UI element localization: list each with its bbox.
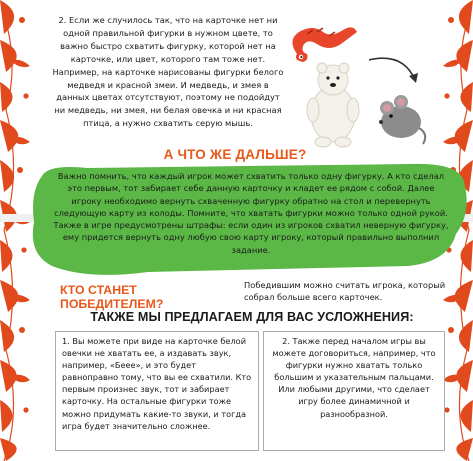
section-heading-complications: ТАКЖЕ МЫ ПРЕДЛАГАЕМ ДЛЯ ВАС УСЛОЖНЕНИЯ: (90, 310, 414, 324)
winner-text: Победившим можно считать игрока, который собрал больше всего карточек. (244, 280, 446, 302)
red-snake-icon (292, 27, 357, 62)
white-bear-icon (307, 63, 359, 147)
complication-2-text: 2. Также перед началом игры вы можете договориться, например, что фигурки нужно хватать только большим и указательным пальцами. Или любыми другими, что сделает игру более динамичной и разнообразной. (272, 336, 436, 419)
next-paragraph: Важно помнить, что каждый игрок может схватить только одну фигурку. А кто сделал это первым, тот забирает себе данную карточку и кладет ее рядом с собой. Далее игроку необходимо вернуть схваченную фигурку обратно на стол и перевернуть следующую карту из колоды. Помните, что хватать фигурки можно только одной рукой. Также в игре предусмотрены штрафы: если один из игроков схватил неверную фигурку, ему придется вернуть одну любую свою карту игроку, который правильно выполнил задание. (53, 171, 449, 255)
section-heading-next: А ЧТО ЖЕ ДАЛЬШЕ? (163, 147, 307, 162)
grey-mouse-icon (379, 95, 425, 144)
arrow-icon (369, 58, 418, 83)
complication-box-2 (263, 331, 445, 451)
rule-2-paragraph: 2. Если же случилось так, что на карточке нет ни одной правильной фигурки в нужном цвете, то важно быстро схватить фигурку, которой нет на карточке, или цвет, которого там тоже нет. Например, на карточке нарисованы фигурки белого медведя и красной змеи. И медведь, и змея в данных цветах отсутствуют, поэтому не подойдут ни медведь, ни змея, ни белая овечка и ни красная птица, а нужно схватить серую мышь. (52, 15, 284, 129)
figures-illustration (283, 10, 433, 160)
complication-1-text: 1. Вы можете при виде на карточке белой овечки не хватать ее, а издавать звук, например, «Беее», и это будет равноправно тому, что вы ее схватили. Кто первым произнес звук, тот и забирает карточку. На остальные фигурки тоже можно придумать какие-то звуки, и тогда игра будет значительно сложнее. (62, 336, 252, 431)
complication-box-1 (55, 331, 259, 451)
section-heading-winner: КТО СТАНЕТ ПОБЕДИТЕЛЕМ? (60, 283, 164, 311)
